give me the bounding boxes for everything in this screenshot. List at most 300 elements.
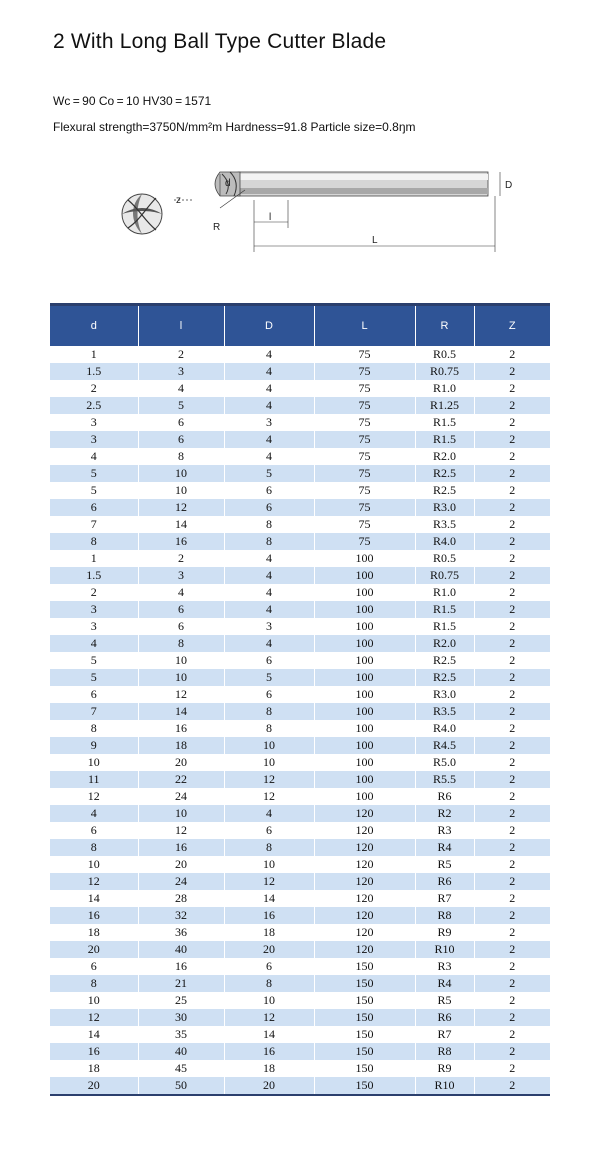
table-cell: 8 [138, 448, 224, 465]
table-row [50, 380, 550, 397]
table-cell: 100 [314, 584, 415, 601]
table-cell: 2 [474, 567, 550, 584]
table-cell: 2 [474, 1026, 550, 1043]
table-cell: 4 [50, 448, 138, 465]
table-header-row [50, 306, 550, 346]
spec-table-wrapper [50, 303, 550, 1096]
table-cell: 10 [50, 754, 138, 771]
table-cell: 4 [224, 584, 314, 601]
table-cell: 100 [314, 720, 415, 737]
table-cell: 7 [50, 703, 138, 720]
table-cell: 4 [224, 448, 314, 465]
table-cell: 18 [224, 1060, 314, 1077]
table-cell: R7 [415, 890, 474, 907]
table-cell: 12 [50, 788, 138, 805]
table-cell: 3 [138, 567, 224, 584]
table-cell: 75 [314, 414, 415, 431]
table-cell: R1.0 [415, 584, 474, 601]
table-cell: R0.75 [415, 567, 474, 584]
table-cell: 12 [224, 873, 314, 890]
table-cell: 6 [138, 618, 224, 635]
table-cell: R3 [415, 958, 474, 975]
table-cell: R3.0 [415, 499, 474, 516]
table-cell: 40 [138, 941, 224, 958]
table-cell: R2.5 [415, 652, 474, 669]
table-cell: 100 [314, 771, 415, 788]
table-row [50, 584, 550, 601]
table-row [50, 516, 550, 533]
table-cell: 16 [138, 720, 224, 737]
table-cell: 6 [224, 958, 314, 975]
table-cell: 100 [314, 703, 415, 720]
table-cell: R4.5 [415, 737, 474, 754]
table-cell: 20 [138, 754, 224, 771]
table-cell: 8 [50, 720, 138, 737]
table-cell: 2 [474, 720, 550, 737]
table-cell: 10 [50, 992, 138, 1009]
table-cell: 32 [138, 907, 224, 924]
table-cell: R1.5 [415, 431, 474, 448]
table-cell: 2.5 [50, 397, 138, 414]
table-cell: 16 [138, 839, 224, 856]
table-body [50, 346, 550, 1094]
table-cell: R9 [415, 1060, 474, 1077]
table-cell: 150 [314, 1026, 415, 1043]
table-cell: 2 [474, 839, 550, 856]
table-cell: 6 [50, 499, 138, 516]
table-cell: R1.0 [415, 380, 474, 397]
table-cell: 12 [224, 771, 314, 788]
table-cell: 16 [224, 1043, 314, 1060]
table-cell: R5.0 [415, 754, 474, 771]
table-cell: 10 [50, 856, 138, 873]
table-cell: 12 [50, 873, 138, 890]
table-cell: R7 [415, 1026, 474, 1043]
table-cell: 1 [50, 550, 138, 567]
table-cell: R0.5 [415, 346, 474, 363]
table-row [50, 533, 550, 550]
table-cell: 4 [138, 584, 224, 601]
table-cell: 75 [314, 516, 415, 533]
table-cell: 20 [50, 1077, 138, 1094]
table-cell: 30 [138, 1009, 224, 1026]
table-cell: 75 [314, 465, 415, 482]
table-cell: 8 [138, 635, 224, 652]
table-row [50, 431, 550, 448]
table-cell: R6 [415, 788, 474, 805]
table-cell: 2 [474, 601, 550, 618]
table-cell: 150 [314, 1009, 415, 1026]
table-cell: 6 [224, 822, 314, 839]
table-cell: R10 [415, 1077, 474, 1094]
table-cell: 120 [314, 822, 415, 839]
table-cell: 4 [224, 550, 314, 567]
table-row [50, 941, 550, 958]
table-cell: R1.5 [415, 618, 474, 635]
table-cell: 16 [138, 533, 224, 550]
table-cell: 100 [314, 550, 415, 567]
table-cell: 35 [138, 1026, 224, 1043]
table-cell: 4 [50, 805, 138, 822]
table-cell: 120 [314, 805, 415, 822]
table-cell: 2 [474, 516, 550, 533]
table-cell: 10 [138, 805, 224, 822]
table-cell: 3 [224, 414, 314, 431]
table-cell: 150 [314, 992, 415, 1009]
table-cell: R8 [415, 1043, 474, 1060]
l-small-label: l [269, 212, 272, 223]
table-cell: R2.5 [415, 482, 474, 499]
table-cell: 5 [50, 669, 138, 686]
table-cell: 6 [50, 958, 138, 975]
table-cell: 100 [314, 567, 415, 584]
table-row [50, 414, 550, 431]
table-cell: 14 [138, 516, 224, 533]
table-cell: R3.5 [415, 703, 474, 720]
table-row [50, 720, 550, 737]
table-row [50, 771, 550, 788]
table-row [50, 1009, 550, 1026]
table-cell: 2 [474, 1077, 550, 1094]
table-cell: 6 [50, 822, 138, 839]
table-cell: 16 [50, 907, 138, 924]
table-cell: 12 [50, 1009, 138, 1026]
table-cell: 4 [224, 363, 314, 380]
table-cell: 2 [474, 890, 550, 907]
table-cell: 9 [50, 737, 138, 754]
table-cell: 2 [474, 363, 550, 380]
l-big-label: L [372, 235, 378, 246]
table-cell: 24 [138, 873, 224, 890]
table-cell: R2.0 [415, 635, 474, 652]
table-cell: 100 [314, 686, 415, 703]
table-row [50, 737, 550, 754]
table-row [50, 397, 550, 414]
table-cell: R2.5 [415, 465, 474, 482]
table-cell: 25 [138, 992, 224, 1009]
table-cell: 2 [474, 958, 550, 975]
table-cell: 4 [138, 380, 224, 397]
table-cell: 6 [224, 499, 314, 516]
end-view-icon [122, 194, 162, 234]
table-cell: 3 [138, 363, 224, 380]
table-cell: 2 [138, 550, 224, 567]
table-row [50, 601, 550, 618]
table-cell: 20 [224, 941, 314, 958]
table-cell: 8 [224, 975, 314, 992]
table-cell: 150 [314, 975, 415, 992]
table-cell: 2 [474, 635, 550, 652]
table-cell: 4 [224, 805, 314, 822]
table-row [50, 448, 550, 465]
table-cell: R4 [415, 975, 474, 992]
side-view-icon [215, 172, 488, 196]
table-cell: 16 [50, 1043, 138, 1060]
table-cell: 18 [138, 737, 224, 754]
table-row [50, 924, 550, 941]
table-cell: 5 [138, 397, 224, 414]
table-cell: 21 [138, 975, 224, 992]
table-cell: 75 [314, 397, 415, 414]
table-cell: 4 [224, 397, 314, 414]
table-cell: R6 [415, 1009, 474, 1026]
table-cell: 14 [50, 1026, 138, 1043]
table-cell: 2 [474, 465, 550, 482]
table-cell: 12 [138, 686, 224, 703]
table-cell: R4.0 [415, 720, 474, 737]
table-cell: 2 [474, 1060, 550, 1077]
table-cell: 5 [224, 669, 314, 686]
table-cell: 3 [224, 618, 314, 635]
table-row [50, 1043, 550, 1060]
page-title: 2 With Long Ball Type Cutter Blade [53, 30, 387, 53]
table-cell: 14 [138, 703, 224, 720]
table-cell: 4 [50, 635, 138, 652]
table-row [50, 907, 550, 924]
table-cell: 6 [224, 686, 314, 703]
table-row [50, 363, 550, 380]
table-row [50, 754, 550, 771]
table-cell: 100 [314, 737, 415, 754]
table-cell: 36 [138, 924, 224, 941]
table-cell: 6 [138, 601, 224, 618]
table-cell: 75 [314, 380, 415, 397]
table-cell: 8 [224, 703, 314, 720]
table-row [50, 975, 550, 992]
table-cell: 8 [224, 533, 314, 550]
table-cell: R5.5 [415, 771, 474, 788]
table-cell: 14 [224, 1026, 314, 1043]
table-cell: 2 [474, 380, 550, 397]
table-cell: 2 [474, 1009, 550, 1026]
table-cell: 2 [474, 346, 550, 363]
table-cell: 120 [314, 873, 415, 890]
table-row [50, 499, 550, 516]
table-cell: 24 [138, 788, 224, 805]
table-cell: 100 [314, 635, 415, 652]
table-row [50, 822, 550, 839]
table-cell: 40 [138, 1043, 224, 1060]
table-cell: 10 [138, 652, 224, 669]
table-cell: 150 [314, 958, 415, 975]
table-cell: 2 [50, 380, 138, 397]
table-cell: 12 [138, 822, 224, 839]
table-cell: 18 [224, 924, 314, 941]
table-cell: R0.5 [415, 550, 474, 567]
table-cell: 28 [138, 890, 224, 907]
table-cell: 5 [50, 482, 138, 499]
table-cell: 3 [50, 431, 138, 448]
table-cell: 16 [138, 958, 224, 975]
table-cell: 100 [314, 788, 415, 805]
table-cell: 7 [50, 516, 138, 533]
table-row [50, 873, 550, 890]
table-cell: R2 [415, 805, 474, 822]
cutter-diagram [100, 160, 520, 260]
table-cell: 18 [50, 1060, 138, 1077]
table-cell: 2 [474, 822, 550, 839]
table-cell: 2 [474, 873, 550, 890]
table-cell: 14 [50, 890, 138, 907]
table-cell: 2 [474, 499, 550, 516]
table-cell: 75 [314, 448, 415, 465]
table-cell: 120 [314, 856, 415, 873]
column-header: Z [474, 306, 550, 346]
table-row [50, 1026, 550, 1043]
table-row [50, 958, 550, 975]
mechanical-spec: Flexural strength=3750N/mm²m Hardness=91.8 Particle size=0.8ŋm [53, 120, 416, 134]
table-row [50, 890, 550, 907]
table-row [50, 669, 550, 686]
table-cell: 2 [474, 788, 550, 805]
table-cell: 100 [314, 754, 415, 771]
table-cell: 16 [224, 907, 314, 924]
table-cell: 2 [474, 975, 550, 992]
table-cell: 2 [474, 533, 550, 550]
table-cell: 5 [224, 465, 314, 482]
table-cell: 75 [314, 363, 415, 380]
table-cell: 10 [224, 754, 314, 771]
table-cell: 6 [50, 686, 138, 703]
table-row [50, 567, 550, 584]
table-cell: R5 [415, 992, 474, 1009]
table-cell: 8 [50, 533, 138, 550]
table-cell: 8 [224, 516, 314, 533]
table-cell: 2 [474, 771, 550, 788]
table-cell: 120 [314, 907, 415, 924]
table-cell: 10 [224, 856, 314, 873]
table-row [50, 1060, 550, 1077]
table-cell: 2 [474, 397, 550, 414]
table-cell: 120 [314, 890, 415, 907]
table-row [50, 703, 550, 720]
column-header: d [50, 306, 138, 346]
table-cell: 2 [474, 941, 550, 958]
table-cell: 20 [224, 1077, 314, 1094]
table-cell: 4 [224, 346, 314, 363]
table-cell: 8 [224, 839, 314, 856]
table-row [50, 346, 550, 363]
table-cell: 22 [138, 771, 224, 788]
table-cell: 100 [314, 669, 415, 686]
table-cell: 1.5 [50, 567, 138, 584]
table-cell: 100 [314, 618, 415, 635]
table-cell: 8 [224, 720, 314, 737]
table-cell: 6 [138, 431, 224, 448]
table-cell: 10 [224, 992, 314, 1009]
table-cell: 100 [314, 652, 415, 669]
table-cell: 3 [50, 618, 138, 635]
table-cell: R1.5 [415, 601, 474, 618]
table-cell: 120 [314, 924, 415, 941]
composition-spec: Wc = 90 Co = 10 HV30 = 1571 [53, 94, 212, 108]
table-cell: 75 [314, 533, 415, 550]
spec-table [50, 306, 550, 1094]
table-row [50, 1077, 550, 1094]
table-cell: 10 [138, 482, 224, 499]
table-row [50, 839, 550, 856]
table-cell: 2 [474, 652, 550, 669]
table-cell: 12 [224, 1009, 314, 1026]
table-cell: 2 [474, 924, 550, 941]
table-cell: R6 [415, 873, 474, 890]
table-cell: 2 [474, 754, 550, 771]
table-cell: 120 [314, 941, 415, 958]
table-cell: R1.25 [415, 397, 474, 414]
table-cell: 2 [474, 703, 550, 720]
table-cell: R10 [415, 941, 474, 958]
table-cell: 2 [474, 550, 550, 567]
column-header: D [224, 306, 314, 346]
table-cell: 2 [474, 618, 550, 635]
table-cell: 2 [474, 448, 550, 465]
table-cell: 2 [50, 584, 138, 601]
table-cell: 75 [314, 346, 415, 363]
table-row [50, 635, 550, 652]
table-cell: 4 [224, 601, 314, 618]
column-header: R [415, 306, 474, 346]
table-cell: 2 [474, 482, 550, 499]
table-cell: 1 [50, 346, 138, 363]
table-cell: 2 [138, 346, 224, 363]
table-cell: 4 [224, 635, 314, 652]
table-row [50, 788, 550, 805]
table-cell: 14 [224, 890, 314, 907]
z-arrow-label: z [176, 195, 181, 206]
column-header: l [138, 306, 224, 346]
table-cell: R8 [415, 907, 474, 924]
table-cell: 2 [474, 584, 550, 601]
table-cell: R3.5 [415, 516, 474, 533]
table-cell: 75 [314, 431, 415, 448]
table-row [50, 805, 550, 822]
table-cell: 10 [138, 465, 224, 482]
table-cell: 2 [474, 907, 550, 924]
table-row [50, 686, 550, 703]
table-cell: R2.0 [415, 448, 474, 465]
table-cell: 2 [474, 992, 550, 1009]
table-row [50, 482, 550, 499]
r-label: R [213, 222, 221, 233]
table-cell: 5 [50, 465, 138, 482]
table-cell: 150 [314, 1077, 415, 1094]
table-cell: 50 [138, 1077, 224, 1094]
table-cell: R2.5 [415, 669, 474, 686]
table-cell: 20 [138, 856, 224, 873]
table-cell: 2 [474, 805, 550, 822]
table-cell: R4.0 [415, 533, 474, 550]
table-cell: 2 [474, 686, 550, 703]
table-cell: 150 [314, 1060, 415, 1077]
table-cell: R3.0 [415, 686, 474, 703]
table-cell: 2 [474, 1043, 550, 1060]
table-cell: 20 [50, 941, 138, 958]
table-cell: 10 [138, 669, 224, 686]
table-cell: 2 [474, 856, 550, 873]
table-cell: R0.75 [415, 363, 474, 380]
table-cell: 45 [138, 1060, 224, 1077]
table-cell: 4 [224, 380, 314, 397]
table-cell: 75 [314, 482, 415, 499]
table-cell: 6 [224, 652, 314, 669]
table-cell: R5 [415, 856, 474, 873]
table-cell: 75 [314, 499, 415, 516]
table-cell: 6 [138, 414, 224, 431]
table-cell: 1.5 [50, 363, 138, 380]
table-cell: 5 [50, 652, 138, 669]
table-cell: 120 [314, 839, 415, 856]
table-cell: 12 [138, 499, 224, 516]
